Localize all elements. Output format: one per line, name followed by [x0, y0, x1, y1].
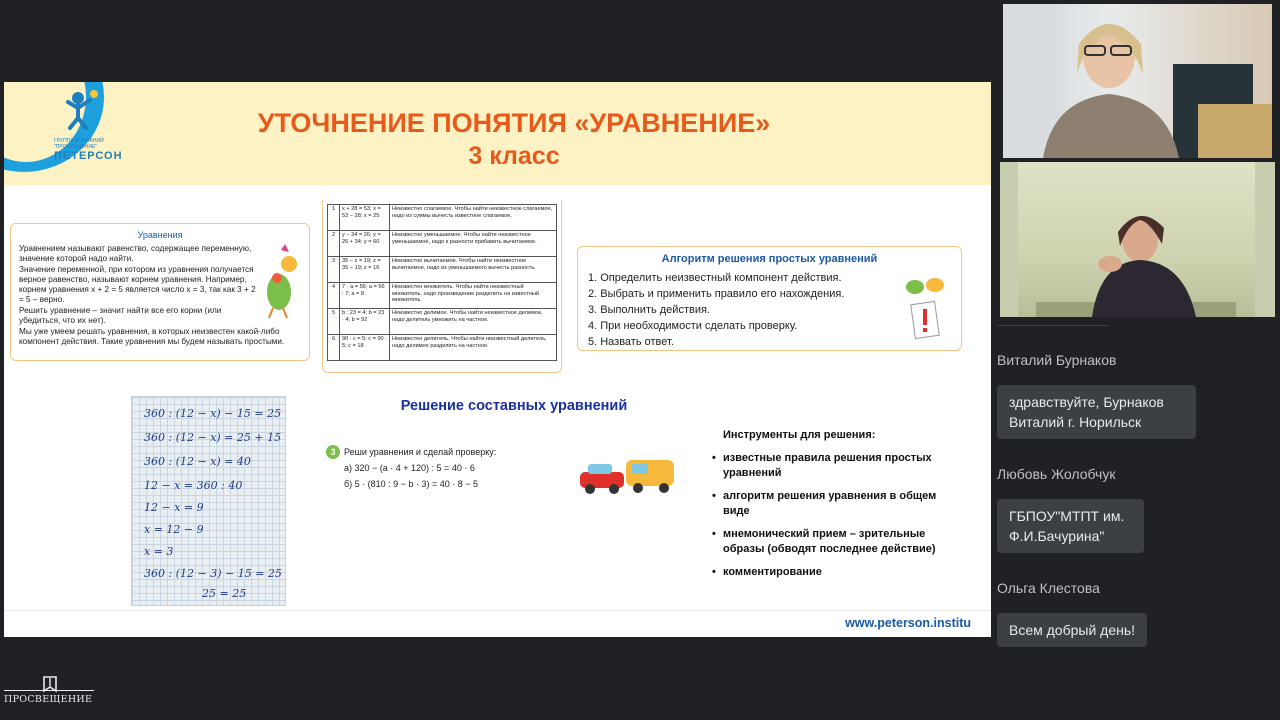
- notebook-line: 25 = 25: [202, 587, 247, 600]
- logo-child-icon: [58, 88, 102, 132]
- rules-table-row: [328, 335, 557, 361]
- notebook-line: 360 : (12 − x) − 15 = 25: [144, 407, 282, 420]
- notebook-line: 360 : (12 − 3) − 15 = 25: [144, 567, 282, 580]
- equations-definition-card: [10, 223, 310, 361]
- webcam-person-icon: [1003, 4, 1272, 158]
- shared-slide: [4, 82, 991, 637]
- definition-paragraph: Решить уравнение – значит найти все его корни (или убедиться, что их нет).: [19, 306, 222, 325]
- parrot-illustration-icon: [259, 242, 299, 322]
- rules-table-row: [328, 257, 557, 283]
- rules-table-row: [328, 231, 557, 257]
- rules-table-row: [328, 283, 557, 309]
- rules-table-cell: 7 · a = 56; a = 56 : 7; a = 8: [340, 283, 390, 309]
- rules-table: [327, 204, 557, 361]
- notebook-line: 360 : (12 − x) = 25 + 15: [144, 431, 282, 444]
- birds-exclamation-icon: [901, 273, 949, 343]
- rules-table-cell: 6: [328, 335, 340, 361]
- rules-table-cell: Неизвестен множитель. Чтобы найти неизвестный множитель, надо произведение разделить на известный множитель.: [390, 283, 557, 309]
- participant-video-tile[interactable]: [1003, 4, 1272, 158]
- tool-item: • комментирование: [710, 565, 940, 580]
- footer-brand: ПРОСВЕЩЕНИЕ: [4, 694, 93, 705]
- algorithm-step: 1. Определить неизвестный компонент действия.: [588, 272, 842, 284]
- task-number-badge: 3: [326, 445, 340, 459]
- algorithm-step: 3. Выполнить действия.: [588, 304, 710, 316]
- algorithm-card-title: Алгоритм решения простых уравнений: [661, 253, 878, 265]
- rules-table-cell: Неизвестно уменьшаемое. Чтобы найти неизвестное уменьшаемое, надо к разности прибавить вычитаемое.: [390, 231, 557, 257]
- rules-table-cell: Неизвестно делимое. Чтобы найти неизвестное делимое, надо делитель умножить на частное.: [390, 309, 557, 335]
- composite-equations-title: Решение составных уравнений: [400, 398, 628, 414]
- chat-sender-name: Ольга Клестова: [997, 580, 1100, 596]
- slide-title: УТОЧНЕНИЕ ПОНЯТИЯ «УРАВНЕНИЕ»: [257, 108, 771, 138]
- rules-table-cell: 90 : c = 5; c = 90 : 5; c = 18: [340, 335, 390, 361]
- rules-table-cell: 4: [328, 283, 340, 309]
- tools-list: [710, 428, 940, 588]
- chat-message: ГБПОУ"МТПТ им. Ф.И.Бачурина": [997, 499, 1144, 553]
- rules-table-cell: y − 34 = 26; y = 26 + 34; y = 60: [340, 231, 390, 257]
- chat-sender-name: Любовь Жолобчук: [997, 466, 1116, 482]
- logo-name: ПЕТЕРСОН: [54, 150, 123, 162]
- chat-sender-name: Виталий Бурнаков: [997, 352, 1117, 368]
- handwritten-notebook-photo: [131, 396, 286, 606]
- algorithm-step: 2. Выбрать и применить правило его нахождения.: [588, 288, 845, 300]
- chat-message: здравствуйте, Бурнаков Виталий г. Норильск: [997, 385, 1196, 439]
- rules-table-cell: Неизвестно слагаемое. Чтобы найти неизвестное слагаемое, надо из суммы вычесть известное слагаемое.: [390, 205, 557, 231]
- rules-table-cell: b : 23 = 4; b = 23 · 4; b = 92: [340, 309, 390, 335]
- task-block: [326, 444, 496, 492]
- definition-paragraph: Мы уже умеем решать уравнения, в которых неизвестен какой-либо компонент действия. Такие уравнения мы будем называть простыми.: [19, 327, 285, 346]
- rules-table-cell: 1: [328, 205, 340, 231]
- slide-footer: [4, 610, 991, 637]
- cars-illustration-icon: [576, 454, 678, 496]
- tools-heading: Инструменты для решения:: [723, 429, 876, 441]
- task-equation-b: б) 5 · (810 : 9 − b · 3) = 40 · 8 − 5: [344, 479, 478, 489]
- rules-table-row: [328, 205, 557, 231]
- rules-table-cell: 3: [328, 257, 340, 283]
- algorithm-card: [577, 246, 962, 351]
- rules-table-cell: 35 − z = 19; z = 35 − 19; z = 16: [340, 257, 390, 283]
- tool-item: • мнемонический прием – зрительные образы (обводят последнее действие): [710, 527, 940, 557]
- algorithm-step: 4. При необходимости сделать проверку.: [588, 320, 798, 332]
- logo-subtitle: ГРУППА КОМПАНИЙ "ПРОСВЕЩЕНИЕ": [54, 138, 104, 150]
- rules-table-cell: x + 28 = 53; x = 53 − 28; x = 25: [340, 205, 390, 231]
- definition-paragraph: Уравнением называют равенство, содержащее переменную, значение которой надо найти.: [19, 244, 252, 263]
- chat-message: Всем добрый день!: [997, 613, 1147, 647]
- tool-item: • алгоритм решения уравнения в общем виде: [710, 489, 940, 519]
- notebook-line: x = 12 − 9: [144, 523, 204, 536]
- website-url: www.peterson.institu: [845, 616, 971, 630]
- participant-video-tile[interactable]: [1000, 162, 1275, 317]
- webcam-person-icon: [1000, 162, 1275, 317]
- rules-table-cell: Неизвестен делитель. Чтобы найти неизвестный делитель, надо делимое разделить на частное.: [390, 335, 557, 361]
- algorithm-steps: [588, 270, 951, 350]
- slide-header: [4, 82, 991, 185]
- rules-table-row: [328, 309, 557, 335]
- definition-paragraph: Значение переменной, при котором из уравнения получается верное равенство, называют корнем уравнения. Например, корнем уравнения x + 2 = 5 является число x = 3, так как 3 + 2 = 5 – верно.: [19, 265, 256, 304]
- rules-table-cell: 2: [328, 231, 340, 257]
- task-equation-a: а) 320 − (a · 4 + 120) : 5 = 40 · 6: [344, 463, 475, 473]
- equations-card-title: Уравнения: [137, 230, 183, 240]
- rules-table-cell: 5: [328, 309, 340, 335]
- rules-table-cell: Неизвестно вычитаемое. Чтобы найти неизвестное вычитаемое, надо из уменьшаемого вычесть разность.: [390, 257, 557, 283]
- rules-table-card: [322, 200, 562, 373]
- notebook-line: 12 − x = 9: [144, 501, 204, 514]
- notebook-line: 12 − x = 360 : 40: [144, 479, 243, 492]
- tool-item: • известные правила решения простых уравнений: [710, 451, 940, 481]
- slide-subtitle: 3 класс: [468, 142, 560, 170]
- algorithm-step: 5. Назвать ответ.: [588, 336, 674, 348]
- notebook-line: 360 : (12 − x) = 40: [144, 455, 251, 468]
- chat-divider: [997, 325, 1109, 326]
- notebook-line: x = 3: [144, 545, 174, 558]
- task-prompt: Реши уравнения и сделай проверку:: [344, 447, 497, 457]
